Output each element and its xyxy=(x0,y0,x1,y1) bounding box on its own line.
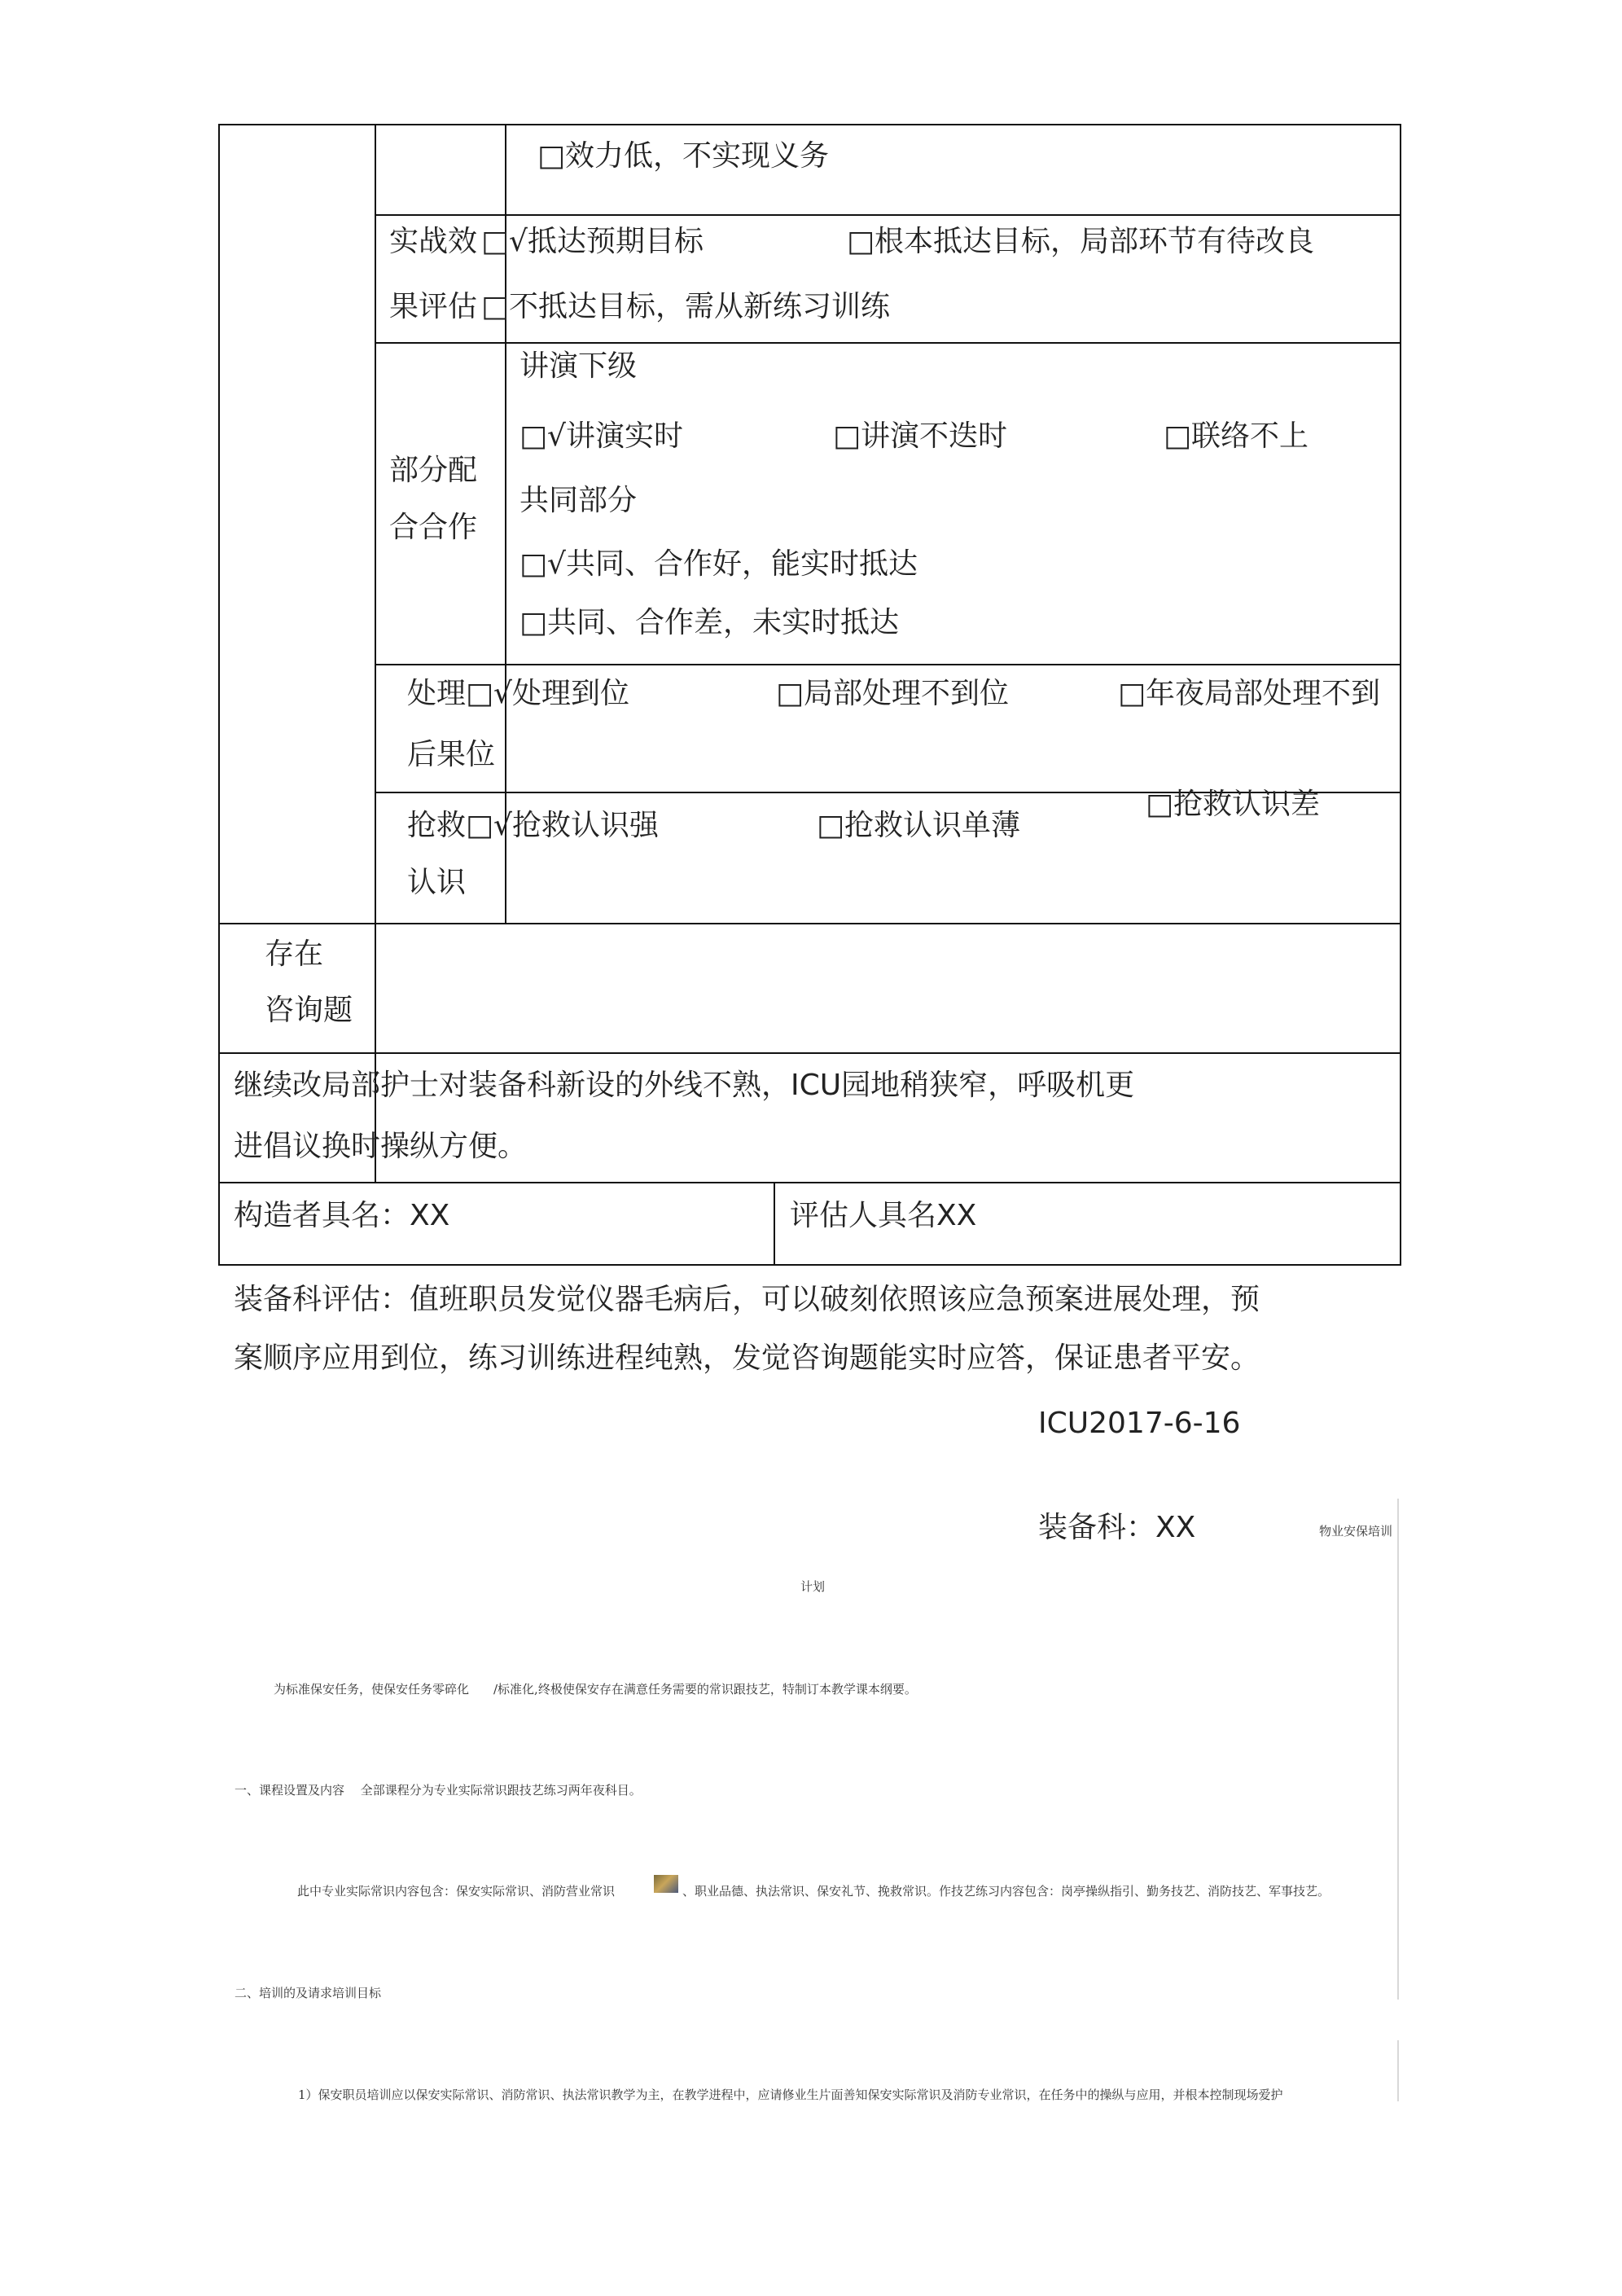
joint-option-1: □√共同、合作好，能实时抵达 xyxy=(519,547,918,581)
issues-label-1: 存在 xyxy=(265,937,324,971)
combat-effect-label-1: 实战效 xyxy=(389,225,478,258)
improvement-text-1: 继续改局部护士对装备科新设的外线不熟，ICU园地稍狭窄，呼吸机更 xyxy=(234,1069,1135,1102)
page-edge-1 xyxy=(1397,1499,1399,2000)
report-subordinate-title: 讲演下级 xyxy=(519,349,638,383)
table-border-bottom xyxy=(218,1264,1401,1266)
combat-effect-label-2: 果评估 xyxy=(389,290,478,323)
row-divider-5 xyxy=(218,923,1401,924)
rescue-option-3: □抢救认识差 xyxy=(1146,788,1321,821)
plan-content-left: 此中专业实际常识内容包含：保安实际常识、消防营业常识 xyxy=(297,1884,616,1899)
improvement-text-2: 进倡议换时操纵方便。 xyxy=(234,1130,528,1163)
builder-signature: 构造者具名：XX xyxy=(234,1199,450,1232)
efficiency-low-option: □效力低，不实现义务 xyxy=(537,139,830,173)
report-option-3: □联络不上 xyxy=(1164,419,1309,453)
handling-option-3: □年夜局部处理不到 xyxy=(1118,677,1381,710)
rescue-label-1: 抢救 xyxy=(407,809,467,842)
coordination-label-2: 合合作 xyxy=(389,511,478,544)
handling-option-1: □√处理到位 xyxy=(466,677,629,710)
report-option-1: □√讲演实时 xyxy=(519,419,683,453)
joint-section-title: 共同部分 xyxy=(519,484,638,517)
review-text-2: 案顺序应用到位，练习训练进程纯熟，发觉咨询题能实时应答，保证患者平安。 xyxy=(234,1341,1260,1375)
handling-label-2: 后果位 xyxy=(407,738,496,771)
plan-item-1: 1）保安职员培训应以保安实际常识、消防常识、执法常识教学为主，在教学进程中，应请修业生片面善知保安实际常识及消防专业常识，在任务中的操纵与应用，并根本控制现场爱护 xyxy=(298,2087,1283,2102)
review-date: ICU2017-6-16 xyxy=(1038,1407,1241,1440)
plan-header-right: 物业安保培训 xyxy=(1319,1524,1393,1539)
handling-label-1: 处理 xyxy=(407,677,467,710)
coordination-label-1: 部分配 xyxy=(389,454,478,487)
report-option-2: □讲演不迭时 xyxy=(833,419,1008,453)
combat-effect-option-2: □根本抵达目标，局部环节有待改良 xyxy=(847,225,1315,258)
row-divider-2 xyxy=(375,342,1401,344)
rescue-option-1: □√抢救认识强 xyxy=(466,809,659,842)
page-edge-2 xyxy=(1397,2040,1399,2101)
plan-intro: 为标准保安任务，使保安任务零碎化 /标准化,终极使保安存在满意任务需要的常识跟技艺，特制订本教学课本纲要。 xyxy=(274,1682,917,1697)
combat-effect-option-1: □√抵达预期目标 xyxy=(481,225,704,258)
joint-option-2: □共同、合作差，未实时抵达 xyxy=(519,606,900,639)
inline-image-thumbnail xyxy=(654,1875,678,1893)
col-divider-1 xyxy=(375,124,376,1183)
row-divider-3 xyxy=(375,664,1401,665)
plan-section-1: 一、课程设置及内容 全部课程分为专业实际常识跟技艺练习两年夜科目。 xyxy=(235,1783,642,1798)
plan-header-center: 计划 xyxy=(800,1579,826,1594)
rescue-option-2: □抢救认识单薄 xyxy=(817,809,1021,842)
table-border-right xyxy=(1400,124,1401,1266)
review-department: 装备科：XX xyxy=(1038,1511,1196,1544)
handling-option-2: □局部处理不到位 xyxy=(776,677,1010,710)
row-divider-6 xyxy=(218,1052,1401,1054)
plan-content-right: 、职业品德、执法常识、保安礼节、挽救常识。作技艺练习内容包含：岗亭操纵指引、勤务技艺、消防技艺、军事技艺。 xyxy=(682,1884,1330,1899)
table-border-left xyxy=(218,124,220,1266)
issues-label-2: 咨询题 xyxy=(265,994,353,1027)
combat-effect-option-3: □不抵达目标，需从新练习训练 xyxy=(481,290,891,323)
row-divider-1 xyxy=(375,214,1401,216)
rescue-label-2: 认识 xyxy=(407,866,467,899)
plan-section-2: 二、培训的及请求培训目标 xyxy=(235,1986,382,2000)
table-border-top xyxy=(218,124,1401,125)
sign-divider xyxy=(774,1182,775,1265)
row-divider-7 xyxy=(218,1182,1401,1183)
review-text-1: 装备科评估：值班职员发觉仪器毛病后，可以破刻依照该应急预案进展处理，预 xyxy=(234,1283,1260,1316)
evaluator-signature: 评估人具名XX xyxy=(790,1199,977,1232)
